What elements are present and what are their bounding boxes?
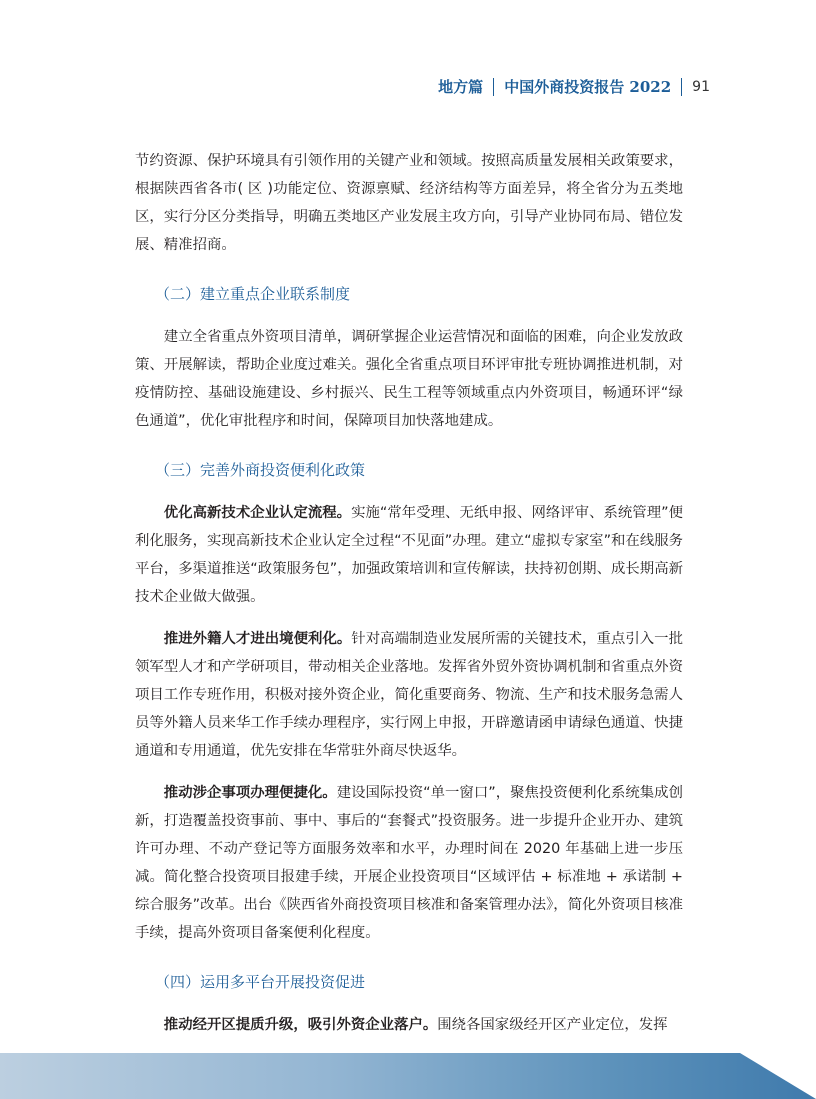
section-heading: （二）建立重点企业联系制度 bbox=[155, 285, 351, 303]
paragraph-lead: 优化高新技术企业认定流程。 bbox=[163, 505, 352, 521]
paragraph-body: 建设国际投资“单一窗口”，聚焦投资便利化系统集成创新，打造覆盖投资事前、事中、事后的“套餐式”投资服务。进一步提升企业开办、建筑许可办理、不动产登记等方面服务效率和水平，办理时间在 2020 年基础上进一步压减。简化整合投资项目报建手续，开展企业投资项目“区域评估 + 标准地 + 承诺制 + 综合服务”改革。出台《陕西省外商投资项目核准和备案管理办法》，简化外资项目核准手续，提高外资项目备案便利化程度。 bbox=[135, 785, 683, 941]
paragraph bbox=[135, 625, 683, 765]
paragraph-body: 针对高端制造业发展所需的关键技术，重点引入一批领军型人才和产学研项目，带动相关企业落地。发挥省外贸外资协调机制和省重点外资项目工作专班作用，积极对接外资企业，简化重要商务、物流、生产和技术服务急需人员等外籍人员来华工作手续办理程序，实行网上申报，开辟邀请函申请绿色通道、快捷通道和专用通道，优先安排在华常驻外商尽快返华。 bbox=[135, 631, 683, 759]
section-heading: （四）运用多平台开展投资促进 bbox=[155, 973, 366, 991]
header-divider bbox=[493, 78, 494, 96]
header-title: 中国外商投资报告 2022 bbox=[504, 78, 672, 96]
paragraph bbox=[135, 1011, 683, 1039]
paragraph: 建立全省重点外资项目清单，调研掌握企业运营情况和面临的困难，向企业发放政策、开展解读，帮助企业度过难关。强化全省重点项目环评审批专班协调推进机制，对疫情防控、基础设施建设、乡村振兴、民生工程等领域重点内外资项目，畅通环评“绿色通道”，优化审批程序和时间，保障项目加快落地建成。 bbox=[135, 329, 683, 429]
paragraph-body: 围绕各国家级经开区产业定位，发挥 bbox=[437, 1017, 668, 1033]
section-heading: （三）完善外商投资便利化政策 bbox=[155, 461, 366, 479]
paragraph-lead: 推动涉企事项办理便捷化。 bbox=[163, 785, 337, 801]
paragraph-lead: 推动经开区提质升级，吸引外资企业落户。 bbox=[163, 1017, 438, 1033]
header-divider bbox=[681, 78, 682, 96]
paragraph bbox=[135, 499, 683, 611]
paragraph: 节约资源、保护环境具有引领作用的关键产业和领域。按照高质量发展相关政策要求，根据陕西省各市( 区 )功能定位、资源禀赋、经济结构等方面差异，将全省分为五类地区，实行分区分类指导，明确五类地区产业发展主攻方向，引导产业协同布局、错位发展、精准招商。 bbox=[135, 153, 683, 253]
paragraph bbox=[135, 779, 683, 947]
header-section: 地方篇 bbox=[438, 78, 484, 96]
footer-band bbox=[0, 1053, 816, 1099]
page-header bbox=[438, 76, 710, 97]
body-content bbox=[135, 147, 683, 1039]
page-number: 91 bbox=[692, 78, 710, 95]
paragraph-body: 实施“常年受理、无纸申报、网络评审、系统管理”便利化服务，实现高新技术企业认定全过程“不见面”办理。建立“虚拟专家室”和在线服务平台，多渠道推送“政策服务包”，加强政策培训和宣传解读，扶持初创期、成长期高新技术企业做大做强。 bbox=[135, 505, 683, 605]
paragraph-lead: 推进外籍人才进出境便利化。 bbox=[163, 631, 352, 647]
